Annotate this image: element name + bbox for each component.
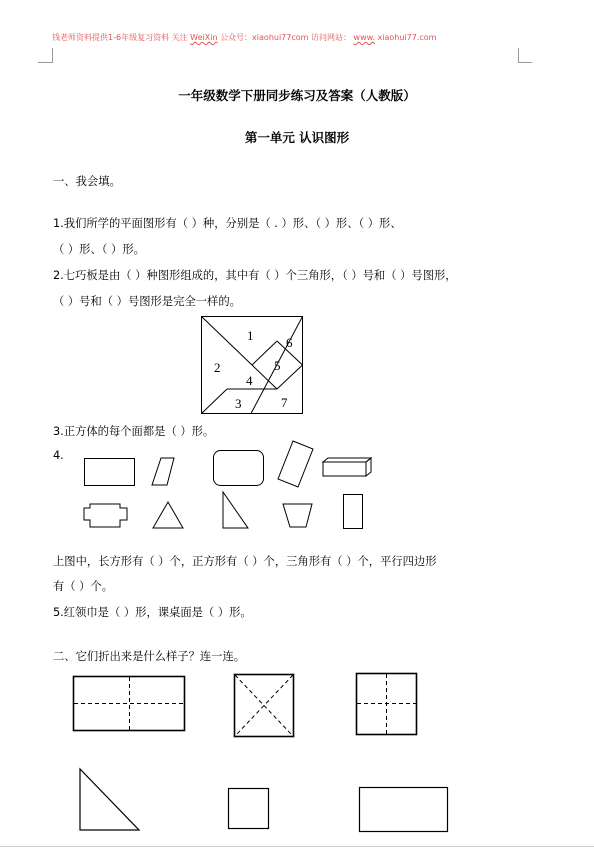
tangram-label-7: 7 [281, 395, 288, 410]
question-5: 5.红领巾是（ ）形，课桌面是（ ）形。 [53, 606, 252, 619]
section-1-heading: 一、我会填。 [53, 175, 121, 188]
tangram-label-5: 5 [274, 358, 281, 373]
section-2-heading: 二、它们折出来是什么样子？连一连。 [53, 650, 246, 663]
question-4-line-2: 有（ ）个。 [53, 580, 114, 593]
page-bottom-edge [0, 846, 594, 847]
question-4-label: 4. [53, 449, 64, 462]
result-small-square [229, 789, 269, 829]
question-2-line-1: 2.七巧板是由（ ）种图形组成的，其中有（ ）个三角形，（ ）号和（ ）号图形， [53, 269, 457, 282]
result-rectangle [360, 788, 448, 832]
question-2-line-2: （ ）号和（ ）号图形是完全一样的。 [53, 295, 241, 308]
unit-title: 第一单元 认识图形 [244, 130, 350, 145]
header-text-1: 钱老师资料提供1-6年级复习资料 关注 [52, 33, 188, 42]
header-weixin: WeiXin [190, 33, 218, 42]
question-3: 3.正方体的每个面都是（ ）形。 [53, 425, 215, 438]
tangram-label-4: 4 [246, 373, 253, 388]
folded-paper-diagonal-square [235, 675, 294, 737]
header-text-2: 公众号：xiaohui77com 访问网站： [220, 33, 351, 42]
question-1-line-2: （ ）形、（ ）形。 [53, 243, 145, 256]
tangram-label-2: 2 [214, 360, 221, 375]
tangram-label-6: 6 [286, 335, 293, 350]
question-1-line-1: 1.我们所学的平面图形有（ ）种，分别是（ . ）形、（ ）形、（ ）形、 [53, 217, 402, 230]
folded-paper-rectangle [74, 677, 185, 731]
header-www: www. [353, 33, 375, 42]
document-title: 一年级数学下册同步练习及答案（人教版） [178, 88, 416, 103]
result-right-triangle [80, 769, 139, 830]
question-4-line-1: 上图中，长方形有（ ）个，正方形有（ ）个，三角形有（ ）个，平行四边形 [53, 555, 437, 568]
header-text-3: xiaohui77.com [377, 33, 437, 42]
folded-paper-quartered-square [357, 674, 417, 735]
tangram-label-1: 1 [247, 328, 254, 343]
tangram-label-3: 3 [235, 396, 242, 411]
